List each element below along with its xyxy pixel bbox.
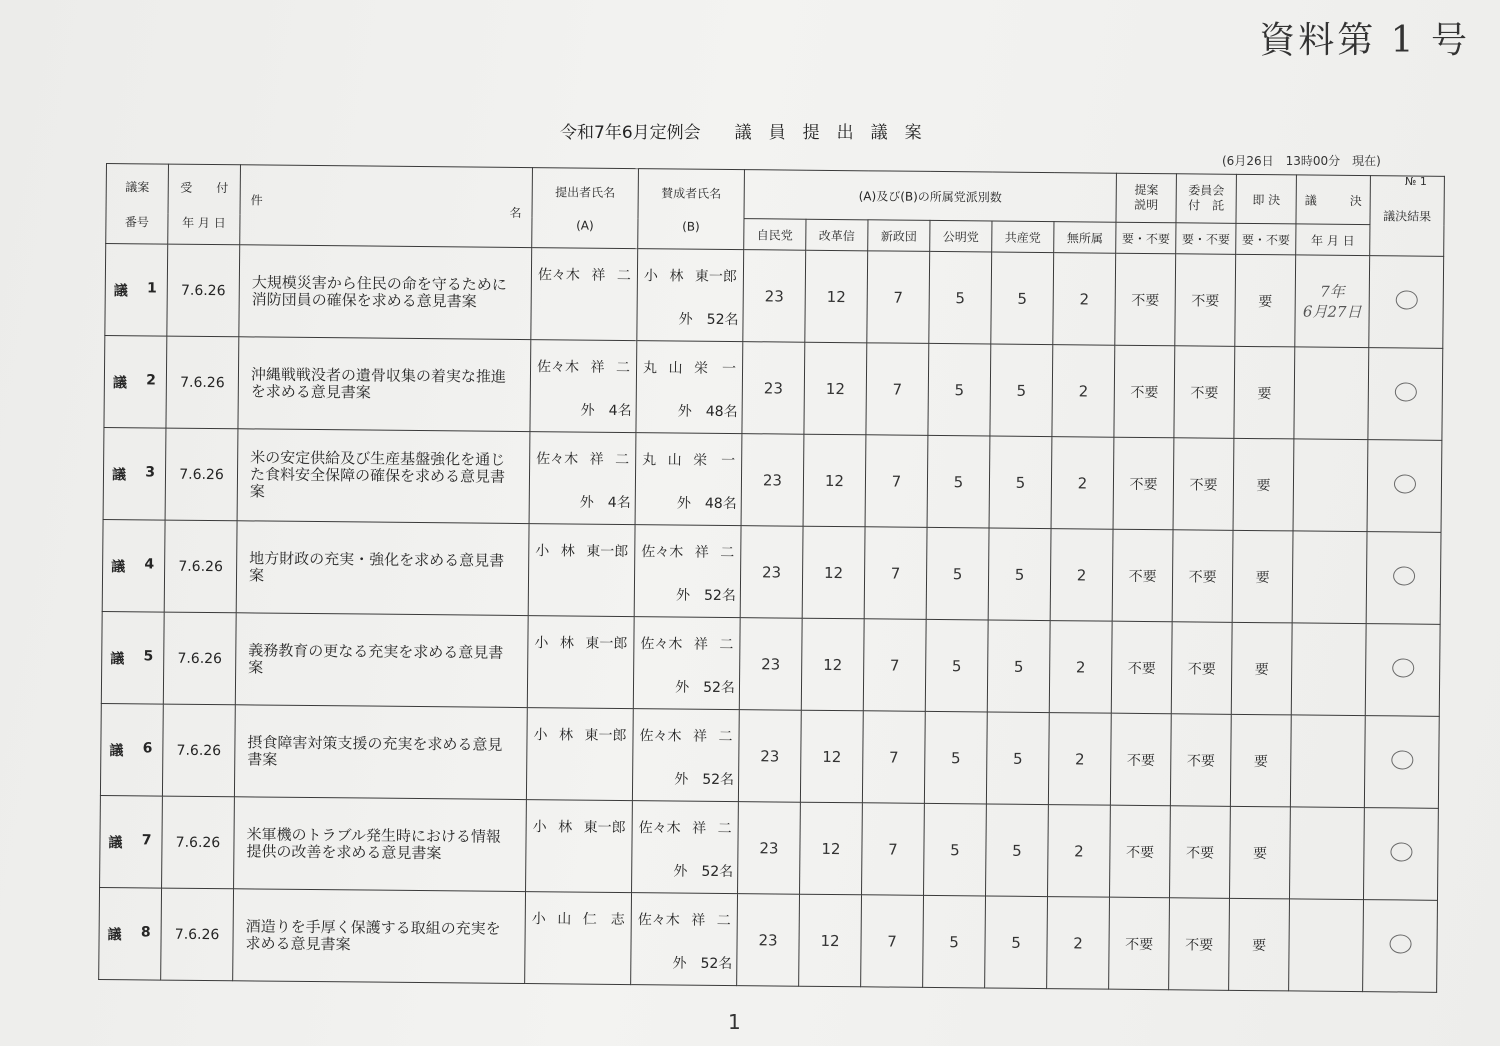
- supporter-name-part: 東一郎: [694, 268, 738, 286]
- party-count: 5: [924, 711, 987, 804]
- submitter-name-part: 小: [533, 727, 548, 744]
- header-decision-a: 議: [1304, 193, 1317, 208]
- page-title: 令和7年6月定例会 議 員 提 出 議 案: [560, 123, 922, 143]
- supporter-name-part: 佐々木: [639, 728, 682, 745]
- explanation-required: 不要: [1111, 621, 1172, 714]
- party-count: 12: [801, 618, 864, 711]
- received-date: 7.6.26: [161, 888, 234, 981]
- committee-referral: 不要: [1170, 714, 1231, 807]
- bill-number-value: 3: [145, 463, 156, 480]
- supporter-name: [631, 893, 738, 986]
- approved-circle-mark: [1390, 842, 1412, 861]
- submitter-name: [526, 708, 633, 801]
- submitter-name-part: 二: [615, 451, 630, 469]
- bill-subject: 摂食障害対策支援の充実を求める意見書案: [234, 705, 527, 800]
- explanation-required: 不要: [1114, 345, 1175, 438]
- supporter-name-others: 外 52名: [675, 679, 736, 697]
- header-row-top: [106, 164, 1444, 226]
- supporter-name-part: 祥: [693, 636, 708, 653]
- submitter-name-others: 外 4名: [580, 402, 632, 420]
- supporter-name-part: 佐々木: [637, 912, 680, 929]
- table-row: [104, 335, 1443, 440]
- supporter-name-part: 祥: [694, 544, 709, 561]
- supporter-name-part: 祥: [692, 728, 708, 745]
- supporter-name-others: 外 48名: [676, 495, 737, 513]
- received-date: 7.6.26: [166, 336, 239, 429]
- supporter-name: [632, 801, 739, 894]
- header-submitter-bottom: (A): [576, 218, 594, 233]
- submitter-name: [530, 340, 637, 433]
- party-count: 12: [803, 434, 866, 527]
- submitter-name-part: 山: [557, 911, 572, 928]
- supporter-name-part: 栄 一: [693, 452, 736, 470]
- submitter-name-part: 祥: [591, 267, 606, 284]
- bill-number-value: 2: [146, 371, 156, 388]
- approved-circle-mark: [1391, 750, 1413, 769]
- immediate-decision: 要: [1231, 622, 1292, 715]
- explanation-required: 不要: [1115, 253, 1176, 346]
- party-count: 5: [989, 436, 1052, 529]
- bill-number-value: 5: [143, 647, 154, 664]
- party-count: 12: [805, 250, 868, 343]
- submitter-name-part: 佐々木: [536, 451, 579, 468]
- supporter-name-others: 外 48名: [677, 403, 738, 421]
- submitter-name-part: 仁 志: [582, 911, 625, 929]
- bill-number: [100, 795, 163, 888]
- as-of-timestamp: (6月26日 13時00分 現在): [1222, 154, 1381, 168]
- header-immediate: 即 決: [1236, 174, 1296, 224]
- party-count: 23: [738, 802, 801, 895]
- bill-number-prefix: 議: [108, 834, 123, 851]
- party-count: 7: [866, 343, 929, 436]
- party-count: 2: [1051, 437, 1114, 530]
- approved-circle-mark: [1394, 382, 1416, 401]
- submitter-name-part: 二: [615, 359, 631, 377]
- party-count: 2: [1048, 805, 1111, 898]
- header-supporter: [638, 169, 745, 250]
- explanation-required: 不要: [1113, 437, 1174, 530]
- bill-subject: 義務教育の更なる充実を求める意見書案: [235, 613, 528, 708]
- supporter-name: [637, 249, 744, 342]
- party-count: 5: [985, 896, 1048, 989]
- supporter-name-others: 外 52名: [675, 587, 736, 605]
- party-count: 2: [1047, 897, 1110, 990]
- decision-date: [1289, 899, 1364, 992]
- explanation-required: 不要: [1110, 805, 1171, 898]
- party-count: 12: [800, 802, 863, 895]
- decision-result: [1364, 808, 1439, 901]
- decision-date: 7年 6月27日: [1295, 255, 1370, 348]
- party-count: 5: [988, 528, 1051, 621]
- submitter-name: [527, 616, 634, 709]
- decision-date: [1294, 347, 1369, 440]
- party-count: 5: [925, 619, 988, 712]
- party-count: 2: [1050, 529, 1113, 622]
- supporter-name-part: 佐々木: [641, 544, 684, 561]
- party-count: 5: [926, 527, 989, 620]
- header-decision-b: 決: [1349, 193, 1362, 208]
- decision-date: [1290, 807, 1365, 900]
- bill-number: [103, 427, 166, 520]
- header-submitter: [532, 168, 639, 249]
- bill-number: [101, 611, 164, 704]
- party-count: 23: [739, 618, 802, 711]
- submitter-name: [525, 892, 632, 985]
- approved-circle-mark: [1392, 658, 1414, 677]
- immediate-decision: 要: [1235, 254, 1296, 347]
- bills-table: [98, 163, 1445, 993]
- table-row: [101, 611, 1440, 716]
- decision-result: [1367, 440, 1442, 533]
- party-count: 5: [928, 343, 991, 436]
- bill-number-value: 8: [140, 923, 151, 940]
- supporter-name-part: 祥: [692, 820, 707, 837]
- approved-circle-mark: [1395, 290, 1417, 309]
- party-count: 12: [804, 342, 867, 435]
- party-count: 23: [740, 526, 803, 619]
- document-label: 資料第 1 号: [1259, 20, 1470, 61]
- submitter-name-part: 小: [532, 819, 547, 836]
- submitter-name-part: 林: [558, 727, 574, 744]
- decision-result: [1364, 716, 1439, 809]
- party-count: 5: [991, 252, 1054, 345]
- supporter-name-others: 外 52名: [674, 771, 735, 789]
- submitter-name-part: 二: [616, 267, 632, 285]
- immediate-decision: 要: [1234, 346, 1295, 439]
- party-count: 5: [986, 712, 1049, 805]
- supporter-name: [636, 341, 743, 434]
- received-date: 7.6.26: [164, 520, 237, 613]
- party-count: 7: [867, 251, 930, 344]
- submitter-name-part: 佐々木: [536, 359, 580, 376]
- party-count: 2: [1049, 621, 1112, 714]
- supporter-name-part: 二: [718, 728, 733, 746]
- party-count: 7: [862, 803, 925, 896]
- submitter-name-part: 東一郎: [585, 635, 628, 653]
- decision-date: [1290, 715, 1365, 808]
- supporter-name-part: 林: [669, 268, 684, 285]
- supporter-name-part: 二: [720, 544, 735, 562]
- supporter-name-part: 小: [643, 268, 659, 285]
- party-count: 2: [1053, 253, 1116, 346]
- submitter-name: [526, 800, 633, 893]
- submitter-name-part: 東一郎: [583, 819, 626, 837]
- party-count: 5: [987, 620, 1050, 713]
- decision-result: [1368, 348, 1443, 441]
- supporter-name-others: 外 52名: [673, 863, 734, 881]
- decision-result: [1369, 256, 1444, 349]
- approved-circle-mark: [1389, 934, 1411, 953]
- submitter-name-part: 小: [531, 911, 546, 928]
- table-row: [103, 427, 1442, 532]
- header-committee-options: 要・不要: [1176, 223, 1236, 255]
- supporter-name: [634, 525, 741, 618]
- committee-referral: 不要: [1173, 438, 1234, 531]
- submitter-name: [529, 432, 636, 525]
- header-party-4: 共産党: [992, 221, 1054, 253]
- explanation-required: 不要: [1112, 529, 1173, 622]
- party-count: 23: [737, 894, 800, 987]
- party-count: 5: [929, 251, 992, 344]
- party-count: 12: [799, 894, 862, 987]
- decision-result: [1363, 900, 1438, 993]
- party-count: 5: [924, 803, 987, 896]
- submitter-name-part: 小: [534, 635, 549, 652]
- header-supporter-bottom: (B): [682, 219, 700, 234]
- party-count: 2: [1052, 345, 1115, 438]
- sheet-number: № 1: [1405, 175, 1427, 188]
- bills-table-wrapper: [98, 163, 1445, 993]
- header-submitter-top: 提出者氏名: [555, 185, 616, 200]
- immediate-decision: 要: [1232, 530, 1293, 623]
- bill-subject: 米の安定供給及び生産基盤強化を通じた食料安全保障の確保を求める意見書案: [237, 429, 530, 524]
- approved-circle-mark: [1393, 474, 1415, 493]
- decision-date: [1292, 531, 1367, 624]
- table-row: [102, 519, 1441, 624]
- bill-number-prefix: 議: [107, 926, 122, 943]
- explanation-required: 不要: [1110, 713, 1171, 806]
- bill-number-value: 4: [144, 555, 155, 572]
- approved-circle-mark: [1393, 566, 1415, 585]
- party-count: 23: [738, 710, 801, 803]
- received-date: 7.6.26: [163, 612, 236, 705]
- bill-number: [104, 335, 167, 428]
- bill-subject: 大規模災害から住民の命を守るために消防団員の確保を求める意見書案: [239, 245, 532, 340]
- supporter-name: [632, 709, 739, 802]
- supporter-name-part: 佐々木: [638, 820, 681, 837]
- submitter-name-others: 外 4名: [579, 494, 631, 512]
- party-count: 2: [1048, 713, 1111, 806]
- table-row: [100, 795, 1439, 900]
- bill-number: [105, 244, 168, 337]
- bill-number-prefix: 議: [112, 374, 127, 391]
- decision-result: [1365, 624, 1440, 717]
- supporter-name-part: 祥: [691, 912, 706, 929]
- decision-date: [1291, 623, 1366, 716]
- bill-number: [102, 519, 165, 612]
- explanation-required: 不要: [1109, 897, 1170, 990]
- header-received-top: 受 付: [180, 180, 229, 195]
- supporter-name-others: 外 52名: [672, 955, 733, 973]
- party-count: 23: [742, 342, 805, 435]
- received-date: 7.6.26: [167, 244, 240, 337]
- immediate-decision: 要: [1229, 898, 1290, 991]
- party-count: 12: [802, 526, 865, 619]
- header-received: [168, 164, 241, 245]
- submitter-name: [531, 248, 638, 341]
- committee-referral: 不要: [1174, 346, 1235, 439]
- committee-referral: 不要: [1170, 806, 1231, 899]
- header-result: 議決結果: [1370, 176, 1445, 257]
- submitter-name-part: 小: [535, 543, 550, 560]
- party-count: 7: [862, 711, 925, 804]
- header-committee: 委員会 付 託: [1176, 174, 1236, 224]
- table-row: [100, 703, 1439, 808]
- submitter-name-part: 祥: [589, 451, 604, 468]
- immediate-decision: 要: [1230, 806, 1291, 899]
- party-count: 5: [986, 804, 1049, 897]
- committee-referral: 不要: [1171, 622, 1232, 715]
- party-count: 7: [865, 435, 928, 528]
- decision-date: [1293, 439, 1368, 532]
- submitter-name: [528, 524, 635, 617]
- header-decision-date: 年 月 日: [1296, 224, 1370, 256]
- party-count: 5: [927, 435, 990, 528]
- supporter-name-part: 丸: [642, 452, 657, 469]
- committee-referral: 不要: [1169, 898, 1230, 991]
- bill-number-prefix: 議: [111, 558, 126, 575]
- bill-number-prefix: 議: [110, 650, 125, 667]
- immediate-decision: 要: [1230, 714, 1291, 807]
- header-subject-left: 件: [250, 193, 263, 208]
- header-bill-no: [106, 164, 169, 245]
- submitter-name-part: 東一郎: [586, 543, 629, 561]
- bill-number-value: 1: [146, 279, 157, 296]
- bill-subject: 酒造りを手厚く保護する取組の充実を求める意見書案: [233, 889, 526, 984]
- supporter-name-part: 佐々木: [640, 636, 683, 653]
- bill-number-value: 7: [141, 831, 152, 848]
- bill-number-prefix: 議: [111, 466, 127, 483]
- party-count: 7: [863, 619, 926, 712]
- decision-result: [1366, 532, 1441, 625]
- supporter-name-part: 二: [716, 912, 731, 930]
- bill-number-prefix: 議: [109, 742, 124, 759]
- footer-page-number: 1: [728, 1010, 741, 1034]
- header-party-5: 無所属: [1054, 222, 1116, 254]
- supporter-name-part: 丸: [642, 360, 658, 377]
- supporter-name-part: 山: [668, 360, 683, 377]
- submitter-name-part: 林: [558, 819, 573, 836]
- table-row: [99, 887, 1438, 992]
- header-supporter-top: 賛成者氏名: [661, 186, 722, 201]
- submitter-name-part: 祥: [590, 359, 605, 376]
- header-subject: [240, 165, 533, 248]
- submitter-name-part: 佐々木: [537, 267, 581, 284]
- header-immediate-options: 要・不要: [1236, 223, 1296, 255]
- submitter-name-part: 林: [559, 635, 574, 652]
- party-count: 12: [800, 710, 863, 803]
- committee-referral: 不要: [1175, 254, 1236, 347]
- header-bill-no-top: 議案: [125, 179, 150, 194]
- supporter-name-part: 二: [719, 636, 734, 654]
- received-date: 7.6.26: [162, 704, 235, 797]
- party-count: 7: [864, 527, 927, 620]
- header-bill-no-bottom: 番号: [124, 214, 150, 229]
- committee-referral: 不要: [1172, 530, 1233, 623]
- immediate-decision: 要: [1233, 438, 1294, 531]
- submitter-name-part: 林: [560, 543, 575, 560]
- supporter-name-part: 栄 一: [693, 360, 737, 378]
- table-row: [105, 244, 1444, 349]
- bill-subject: 地方財政の充実・強化を求める意見書案: [236, 521, 529, 616]
- submitter-name-part: 東一郎: [584, 727, 627, 745]
- header-explanation-options: 要・不要: [1116, 222, 1176, 254]
- party-count: 7: [861, 895, 924, 988]
- supporter-name-part: 二: [717, 820, 732, 838]
- supporter-name: [633, 617, 740, 710]
- bill-subject: 沖縄戦戦没者の遺骨収集の着実な推進を求める意見書案: [238, 337, 531, 432]
- party-count: 5: [923, 895, 986, 988]
- received-date: 7.6.26: [165, 428, 238, 521]
- party-count: 23: [741, 434, 804, 527]
- bill-subject: 米軍機のトラブル発生時における情報提供の改善を求める意見書案: [234, 797, 527, 892]
- header-party-3: 公明党: [930, 220, 992, 252]
- bill-number-value: 6: [142, 739, 153, 756]
- header-subject-right: 名: [509, 205, 522, 220]
- header-party-0: 自民党: [744, 219, 806, 251]
- header-decision: [1296, 175, 1370, 225]
- header-party-2: 新政団: [868, 220, 930, 252]
- bill-number-prefix: 議: [113, 282, 128, 299]
- header-explanation: 提案 説明: [1116, 173, 1176, 223]
- bill-number: [100, 703, 163, 796]
- header-party-1: 改革信: [806, 219, 868, 251]
- header-received-bottom: 年 月 日: [182, 215, 226, 230]
- bill-number: [99, 887, 162, 980]
- party-count: 23: [743, 250, 806, 343]
- supporter-name-others: 外 52名: [678, 311, 739, 329]
- supporter-name: [635, 433, 742, 526]
- header-party-group: (A)及び(B)の所属党派別数: [744, 170, 1117, 223]
- supporter-name-part: 山: [667, 452, 682, 469]
- bills-table-body: [99, 244, 1444, 993]
- received-date: 7.6.26: [162, 796, 235, 889]
- party-count: 5: [990, 344, 1053, 437]
